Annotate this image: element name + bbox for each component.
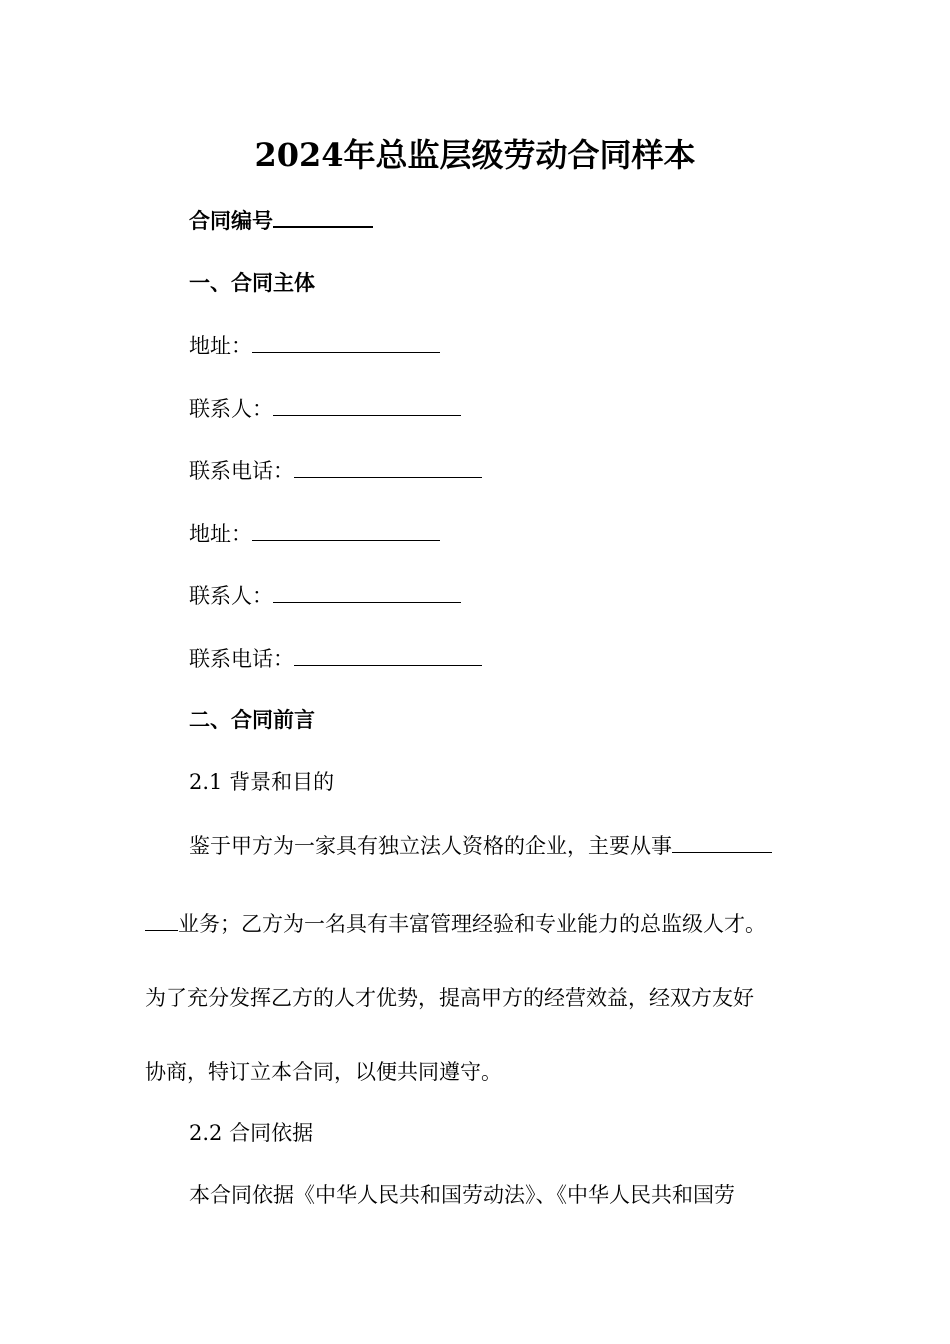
party-b-address-blank[interactable] [252, 518, 440, 541]
party-b-phone-blank[interactable] [294, 643, 482, 666]
party-b-phone-line [189, 643, 482, 674]
party-b-phone-label: 联系电话： [189, 647, 294, 671]
party-a-phone-label: 联系电话： [189, 459, 294, 483]
party-a-phone-blank[interactable] [294, 455, 482, 478]
paragraph-2-2-line-1: 本合同依据《中华人民共和国劳动法》、《中华人民共和国劳 [189, 1183, 735, 1207]
paragraph-2-1-text-1: 鉴于甲方为一家具有独立法人资格的企业，主要从事 [189, 834, 672, 858]
party-a-contact-line [189, 393, 461, 424]
party-a-contact-label: 联系人： [189, 397, 273, 421]
party-b-contact-blank[interactable] [273, 580, 461, 603]
party-a-address-label: 地址： [189, 334, 252, 358]
party-b-contact-line [189, 580, 461, 611]
paragraph-2-1-line-1 [189, 830, 772, 861]
subsection-2-2-heading: 2.2 合同依据 [189, 1121, 314, 1145]
paragraph-2-1-line-3: 为了充分发挥乙方的人才优势，提高甲方的经营效益，经双方友好 [145, 986, 754, 1010]
contract-number-blank[interactable] [273, 204, 373, 228]
party-a-address-line [189, 330, 440, 361]
paragraph-2-1-line-2 [145, 908, 766, 939]
party-b-address-line [189, 518, 440, 549]
party-a-contact-blank[interactable] [273, 393, 461, 416]
business-scope-blank-2[interactable] [145, 908, 178, 931]
party-a-phone-line [189, 455, 482, 486]
subsection-2-1-heading: 2.1 背景和目的 [189, 770, 335, 794]
party-a-address-blank[interactable] [252, 330, 440, 353]
party-b-address-label: 地址： [189, 522, 252, 546]
party-b-contact-label: 联系人： [189, 584, 273, 608]
paragraph-2-1-line-4: 协商，特订立本合同，以便共同遵守。 [145, 1060, 502, 1084]
paragraph-2-1-text-2: 业务；乙方为一名具有丰富管理经验和专业能力的总监级人才。 [178, 912, 766, 936]
section-2-heading: 二、合同前言 [189, 707, 315, 732]
contract-number-label: 合同编号 [189, 208, 273, 233]
document-title: 2024年总监层级劳动合同样本 [254, 136, 696, 174]
contract-number-line [189, 204, 373, 236]
section-1-heading: 一、合同主体 [189, 270, 315, 295]
business-scope-blank-1[interactable] [672, 830, 772, 853]
